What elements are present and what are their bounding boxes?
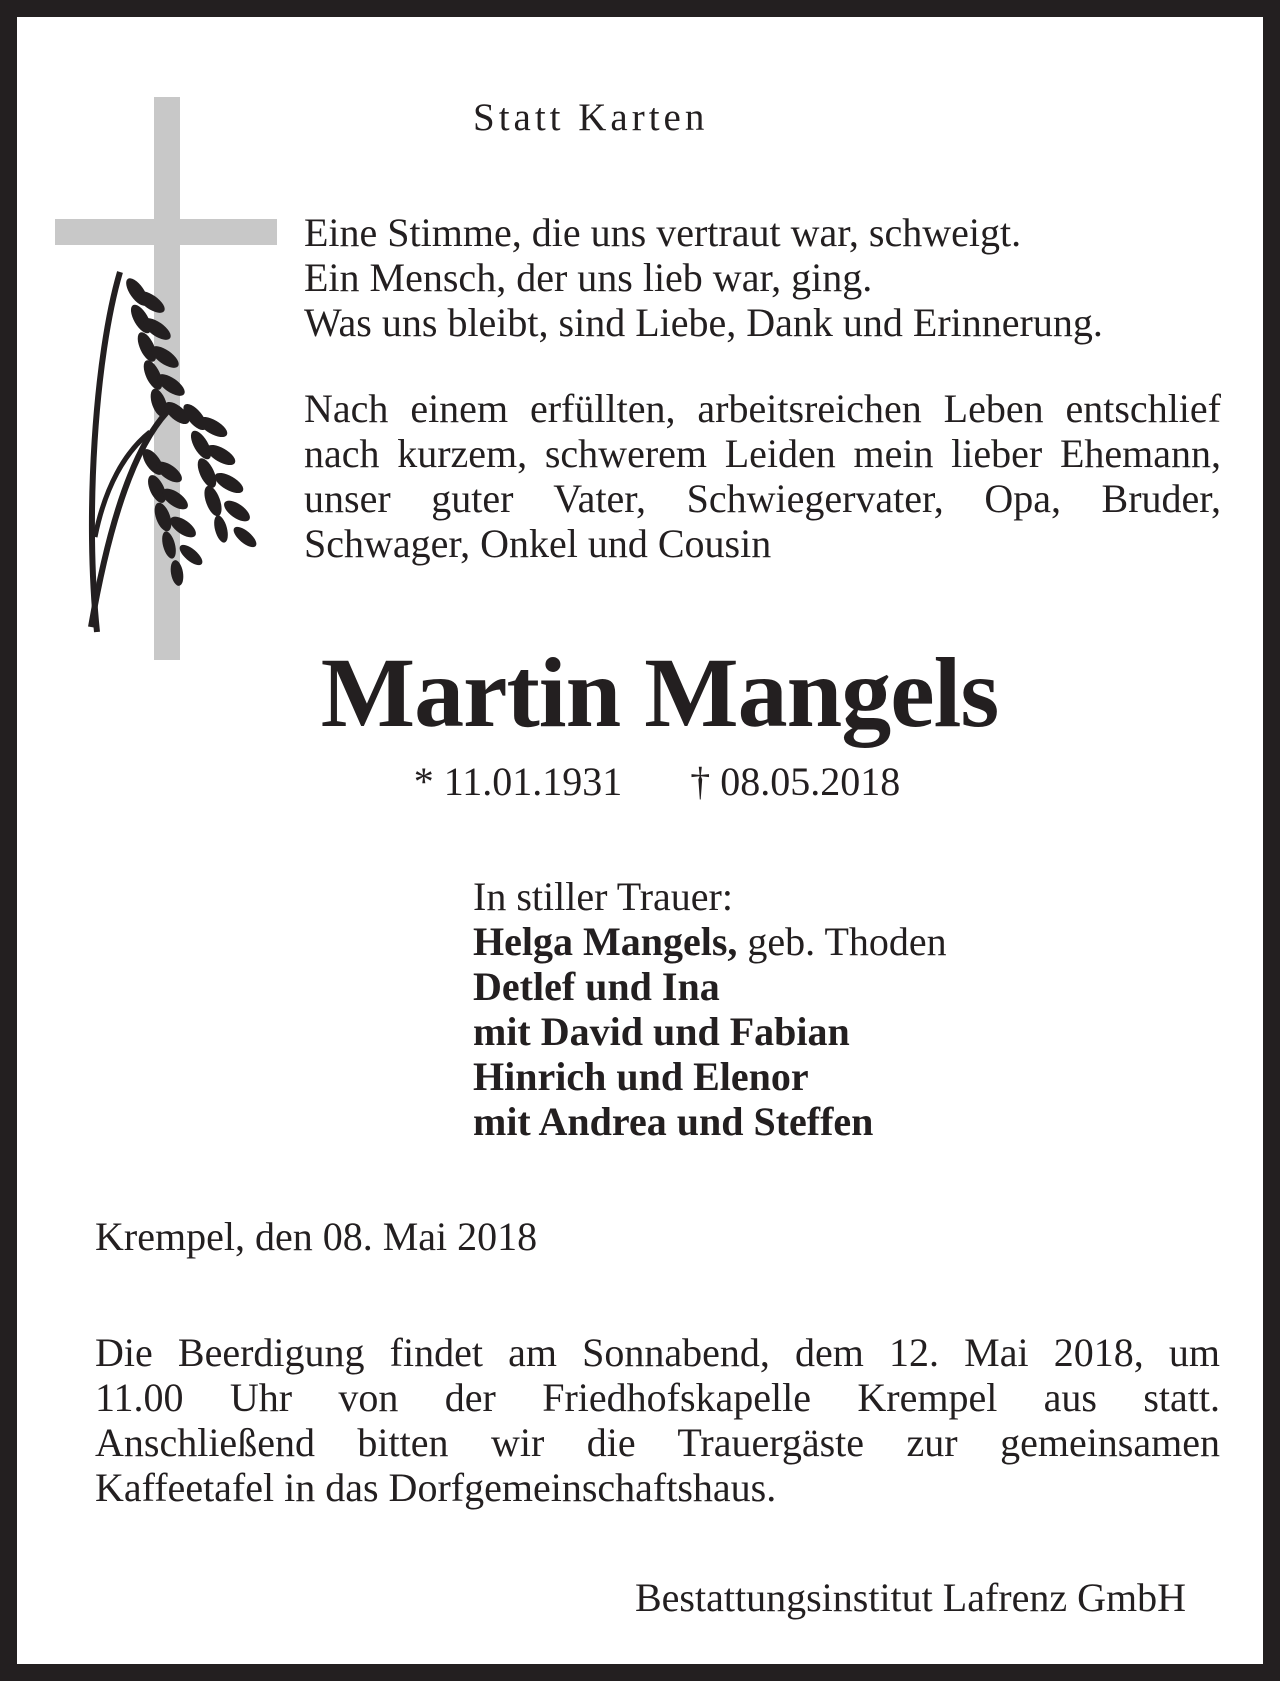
- undertaker-name: Bestattungsinstitut Lafrenz GmbH: [634, 1575, 1186, 1620]
- intro-line: nach kurzem, schwerem Leiden mein lieber Ehemann,: [304, 431, 1221, 476]
- verse-line: Eine Stimme, die uns vertraut war, schweigt.: [304, 210, 1022, 255]
- mourner-lead-name: Helga Mangels,: [473, 919, 738, 964]
- life-dates: [17, 758, 1280, 805]
- mourners-heading: In stiller Trauer:: [473, 874, 733, 919]
- funeral-line: Kaffeetafel in das Dorfgemeinschaftshaus.: [95, 1465, 777, 1510]
- header-statt-karten: Statt Karten: [473, 96, 709, 139]
- mourner-line: mit David und Fabian: [473, 1009, 850, 1054]
- funeral-line: Anschließend bitten wir die Trauergäste zur gemeinsamen: [95, 1420, 1220, 1465]
- mourner-line: [473, 919, 947, 964]
- mourner-line: Hinrich und Elenor: [473, 1054, 809, 1099]
- intro-line: unser guter Vater, Schwiegervater, Opa, Bruder,: [304, 476, 1221, 521]
- intro-line: Nach einem erfüllten, arbeitsreichen Leben entschlief: [304, 386, 1221, 431]
- mourner-line: Detlef und Ina: [473, 964, 720, 1009]
- funeral-details: [95, 1330, 1220, 1510]
- funeral-line: Die Beerdigung findet am Sonnabend, dem 12. Mai 2018, um: [95, 1330, 1220, 1375]
- death-date: † 08.05.2018: [690, 759, 901, 804]
- birth-date: * 11.01.1931: [413, 759, 623, 804]
- mourner-line: mit Andrea und Steffen: [473, 1099, 874, 1144]
- verse-line: Ein Mensch, der uns lieb war, ging.: [304, 255, 873, 300]
- deceased-name: Martin Mangels: [320, 637, 999, 748]
- verse-line: Was uns bleibt, sind Liebe, Dank und Erinnerung.: [304, 300, 1103, 345]
- mourners-list: [473, 874, 947, 1144]
- funeral-line: 11.00 Uhr von der Friedhofskapelle Krempel aus statt.: [95, 1375, 1220, 1420]
- intro-line: Schwager, Onkel und Cousin: [304, 521, 772, 566]
- mourner-lead-maiden: geb. Thoden: [737, 919, 947, 964]
- place-and-date: Krempel, den 08. Mai 2018: [95, 1214, 538, 1259]
- verse: [304, 210, 1224, 345]
- intro-paragraph: [304, 386, 1221, 566]
- cross-with-wheat-icon: [55, 97, 277, 660]
